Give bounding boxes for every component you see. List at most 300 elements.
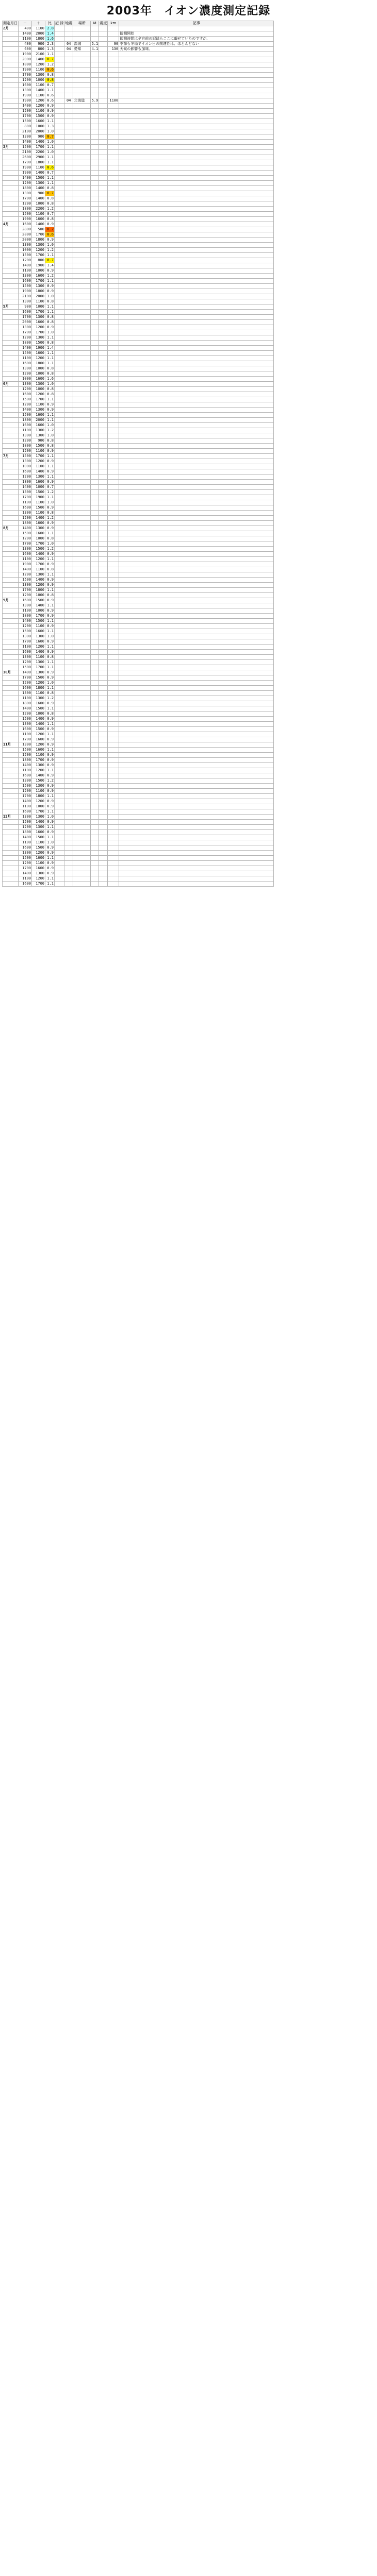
place-cell	[73, 748, 91, 753]
quake-cell	[64, 541, 73, 547]
intensity-cell	[99, 583, 108, 588]
place-cell	[73, 670, 91, 675]
place-cell	[73, 83, 91, 88]
plus-cell: 1700	[32, 310, 45, 315]
minus-cell: 1800	[19, 207, 32, 212]
date-cell	[3, 413, 19, 418]
minus-cell: 1200	[19, 660, 32, 665]
minus-cell: 1400	[19, 871, 32, 876]
place-cell	[73, 438, 91, 444]
minus-cell: 1400	[19, 567, 32, 572]
place-cell	[73, 742, 91, 748]
note-cell	[119, 171, 274, 176]
plus-cell: 1300	[32, 284, 45, 289]
quake-cell	[64, 748, 73, 753]
plus-cell: 1200	[32, 248, 45, 253]
record-cell	[55, 856, 64, 861]
record-cell	[55, 603, 64, 608]
quake-cell	[64, 253, 73, 258]
distance-cell	[108, 495, 119, 500]
quake-cell: 04	[64, 47, 73, 52]
record-cell	[55, 26, 64, 31]
minus-cell: 2100	[19, 129, 32, 134]
record-cell	[55, 732, 64, 737]
note-cell	[119, 809, 274, 815]
record-cell	[55, 681, 64, 686]
distance-cell	[108, 160, 119, 165]
table-row	[3, 485, 274, 490]
minus-cell: 1100	[19, 732, 32, 737]
record-cell	[55, 191, 64, 196]
plus-cell: 2900	[32, 155, 45, 160]
note-cell	[119, 263, 274, 268]
place-cell	[73, 778, 91, 784]
quake-cell	[64, 778, 73, 784]
quake-cell	[64, 505, 73, 511]
record-cell	[55, 418, 64, 423]
note-cell	[119, 238, 274, 243]
distance-cell	[108, 789, 119, 794]
place-cell	[73, 181, 91, 186]
ratio-cell: 0.9	[45, 670, 55, 675]
distance-cell	[108, 820, 119, 825]
record-cell	[55, 119, 64, 124]
plus-cell: 1500	[32, 341, 45, 346]
record-cell	[55, 124, 64, 129]
magnitude-cell	[91, 418, 99, 423]
table-row	[3, 583, 274, 588]
table-row	[3, 392, 274, 397]
ratio-cell: 0.8	[45, 201, 55, 207]
note-cell	[119, 634, 274, 639]
intensity-cell	[99, 304, 108, 310]
note-cell	[119, 217, 274, 222]
note-cell	[119, 691, 274, 696]
plus-cell: 1200	[32, 583, 45, 588]
magnitude-cell	[91, 557, 99, 562]
table-row	[3, 541, 274, 547]
minus-cell: 1200	[19, 335, 32, 341]
plus-cell: 1200	[32, 356, 45, 361]
ratio-cell: 0.7	[45, 134, 55, 140]
ratio-cell: 0.8	[45, 691, 55, 696]
minus-cell: 1200	[19, 711, 32, 717]
table-row	[3, 320, 274, 325]
minus-cell: 1800	[19, 521, 32, 526]
date-cell	[3, 119, 19, 124]
place-cell	[73, 825, 91, 830]
intensity-cell	[99, 150, 108, 155]
minus-cell: 1600	[19, 310, 32, 315]
plus-cell: 1200	[32, 851, 45, 856]
minus-cell: 1900	[19, 52, 32, 57]
table-row	[3, 495, 274, 500]
magnitude-cell	[91, 423, 99, 428]
note-cell	[119, 655, 274, 660]
date-cell	[3, 593, 19, 598]
minus-cell: 2000	[19, 57, 32, 62]
distance-cell	[108, 433, 119, 438]
plus-cell: 1600	[32, 531, 45, 536]
place-cell	[73, 794, 91, 799]
distance-cell	[108, 150, 119, 155]
place-cell	[73, 93, 91, 98]
magnitude-cell	[91, 583, 99, 588]
intensity-cell	[99, 418, 108, 423]
quake-cell	[64, 155, 73, 160]
intensity-cell	[99, 315, 108, 320]
quake-cell	[64, 572, 73, 578]
minus-cell: 1200	[19, 572, 32, 578]
distance-cell	[108, 799, 119, 804]
intensity-cell	[99, 413, 108, 418]
minus-cell: 1400	[19, 31, 32, 37]
table-row	[3, 433, 274, 438]
record-cell	[55, 98, 64, 104]
note-cell	[119, 274, 274, 279]
plus-cell: 1600	[32, 217, 45, 222]
note-cell	[119, 825, 274, 830]
quake-cell	[64, 351, 73, 356]
quake-cell	[64, 114, 73, 119]
plus-cell: 1200	[32, 392, 45, 397]
record-cell	[55, 675, 64, 681]
intensity-cell	[99, 696, 108, 701]
intensity-cell	[99, 856, 108, 861]
plus-cell: 1300	[32, 634, 45, 639]
magnitude-cell	[91, 825, 99, 830]
distance-cell	[108, 516, 119, 521]
table-row	[3, 773, 274, 778]
record-cell	[55, 861, 64, 866]
minus-cell: 1800	[19, 341, 32, 346]
col-distance: km	[108, 21, 119, 26]
table-row	[3, 748, 274, 753]
table-row	[3, 134, 274, 140]
minus-cell: 2800	[19, 227, 32, 232]
plus-cell: 2200	[32, 207, 45, 212]
plus-cell: 1600	[32, 639, 45, 645]
magnitude-cell	[91, 73, 99, 78]
record-cell	[55, 706, 64, 711]
record-cell	[55, 464, 64, 469]
date-cell	[3, 572, 19, 578]
note-cell	[119, 459, 274, 464]
plus-cell: 900	[32, 191, 45, 196]
ratio-cell: 1.1	[45, 335, 55, 341]
quake-cell	[64, 608, 73, 614]
record-cell	[55, 531, 64, 536]
place-cell	[73, 521, 91, 526]
quake-cell	[64, 645, 73, 650]
date-cell	[3, 681, 19, 686]
table-row	[3, 639, 274, 645]
ratio-cell: 0.9	[45, 650, 55, 655]
minus-cell: 1200	[19, 825, 32, 830]
note-cell	[119, 356, 274, 361]
magnitude-cell	[91, 377, 99, 382]
table-row	[3, 356, 274, 361]
note-cell	[119, 186, 274, 191]
note-cell	[119, 176, 274, 181]
table-row	[3, 536, 274, 541]
record-cell	[55, 258, 64, 263]
minus-cell: 2100	[19, 294, 32, 299]
magnitude-cell	[91, 258, 99, 263]
table-row	[3, 737, 274, 742]
table-row	[3, 835, 274, 840]
distance-cell	[108, 438, 119, 444]
note-cell	[119, 629, 274, 634]
intensity-cell	[99, 274, 108, 279]
place-cell	[73, 78, 91, 83]
record-cell	[55, 356, 64, 361]
quake-cell	[64, 675, 73, 681]
record-cell	[55, 186, 64, 191]
plus-cell: 1800	[32, 238, 45, 243]
minus-cell: 1100	[19, 608, 32, 614]
record-cell	[55, 536, 64, 541]
plus-cell: 1700	[32, 330, 45, 335]
minus-cell: 1900	[19, 217, 32, 222]
table-row	[3, 840, 274, 845]
plus-cell: 1500	[32, 845, 45, 851]
note-cell	[119, 516, 274, 521]
distance-cell	[108, 284, 119, 289]
minus-cell: 1200	[19, 516, 32, 521]
intensity-cell	[99, 366, 108, 371]
minus-cell: 1500	[19, 748, 32, 753]
minus-cell: 1100	[19, 500, 32, 505]
intensity-cell	[99, 428, 108, 433]
minus-cell: 1300	[19, 778, 32, 784]
plus-cell: 1600	[32, 737, 45, 742]
date-cell	[3, 748, 19, 753]
ratio-cell: 1.2	[45, 696, 55, 701]
intensity-cell	[99, 325, 108, 330]
quake-cell	[64, 104, 73, 109]
quake-cell	[64, 201, 73, 207]
ratio-cell: 2.8	[45, 26, 55, 31]
distance-cell	[108, 325, 119, 330]
place-cell	[73, 665, 91, 670]
table-row	[3, 26, 274, 31]
ratio-cell: 0.8	[45, 593, 55, 598]
table-row	[3, 62, 274, 67]
quake-cell	[64, 361, 73, 366]
place-cell	[73, 413, 91, 418]
ratio-cell: 0.9	[45, 737, 55, 742]
intensity-cell	[99, 557, 108, 562]
note-cell	[119, 449, 274, 454]
ratio-cell: 0.8	[45, 567, 55, 572]
date-cell	[3, 253, 19, 258]
plus-cell: 1300	[32, 526, 45, 531]
place-cell	[73, 722, 91, 727]
ratio-cell: 0.9	[45, 222, 55, 227]
quake-cell	[64, 444, 73, 449]
col-notes: 記事	[119, 21, 274, 26]
intensity-cell	[99, 505, 108, 511]
table-row	[3, 459, 274, 464]
intensity-cell	[99, 78, 108, 83]
place-cell	[73, 691, 91, 696]
intensity-cell	[99, 536, 108, 541]
place-cell	[73, 402, 91, 408]
magnitude-cell	[91, 62, 99, 67]
intensity-cell	[99, 464, 108, 469]
quake-cell	[64, 93, 73, 98]
ion-record-table	[2, 21, 274, 887]
place-cell	[73, 464, 91, 469]
table-row	[3, 768, 274, 773]
minus-cell: 1400	[19, 526, 32, 531]
note-cell	[119, 114, 274, 119]
record-cell	[55, 614, 64, 619]
magnitude-cell	[91, 171, 99, 176]
ratio-cell: 1.1	[45, 176, 55, 181]
place-cell	[73, 310, 91, 315]
plus-cell: 1100	[32, 449, 45, 454]
place-cell	[73, 624, 91, 629]
ratio-cell: 0.8	[45, 217, 55, 222]
table-row	[3, 861, 274, 866]
note-cell	[119, 526, 274, 531]
place-cell	[73, 73, 91, 78]
date-cell	[3, 310, 19, 315]
quake-cell	[64, 820, 73, 825]
intensity-cell	[99, 608, 108, 614]
note-cell	[119, 88, 274, 93]
magnitude-cell	[91, 304, 99, 310]
place-cell	[73, 650, 91, 655]
note-cell	[119, 861, 274, 866]
magnitude-cell	[91, 861, 99, 866]
date-cell	[3, 495, 19, 500]
plus-cell: 2000	[32, 31, 45, 37]
intensity-cell	[99, 670, 108, 675]
table-row	[3, 207, 274, 212]
magnitude-cell	[91, 675, 99, 681]
ratio-cell: 1.0	[45, 382, 55, 387]
note-cell	[119, 438, 274, 444]
minus-cell: 1300	[19, 655, 32, 660]
distance-cell	[108, 557, 119, 562]
date-cell	[3, 289, 19, 294]
record-cell	[55, 114, 64, 119]
intensity-cell	[99, 114, 108, 119]
record-cell	[55, 196, 64, 201]
intensity-cell	[99, 567, 108, 572]
distance-cell	[108, 31, 119, 37]
date-cell	[3, 181, 19, 186]
ratio-cell: 1.1	[45, 825, 55, 830]
note-cell	[119, 444, 274, 449]
magnitude-cell: 4.1	[91, 47, 99, 51]
distance-cell	[108, 217, 119, 222]
distance-cell	[108, 387, 119, 392]
date-cell	[3, 608, 19, 614]
place-cell	[73, 341, 91, 346]
minus-cell: 1200	[19, 861, 32, 866]
note-cell	[119, 227, 274, 232]
plus-cell: 1700	[32, 882, 45, 887]
table-row	[3, 284, 274, 289]
note-cell	[119, 753, 274, 758]
distance-cell	[108, 73, 119, 78]
plus-cell: 1300	[32, 815, 45, 820]
date-cell	[3, 634, 19, 639]
distance-cell	[108, 670, 119, 675]
table-row	[3, 531, 274, 536]
record-cell	[55, 768, 64, 773]
note-cell	[119, 480, 274, 485]
plus-cell: 1600	[32, 320, 45, 325]
record-cell	[55, 37, 64, 42]
quake-cell	[64, 763, 73, 768]
plus-cell: 1300	[32, 871, 45, 876]
place-cell	[73, 768, 91, 773]
record-cell	[55, 351, 64, 356]
quake-cell	[64, 474, 73, 480]
minus-cell: 1300	[19, 134, 32, 140]
table-row	[3, 830, 274, 835]
record-cell	[55, 799, 64, 804]
ratio-cell: 0.9	[45, 639, 55, 645]
distance-cell	[108, 547, 119, 552]
distance-cell	[108, 521, 119, 526]
table-row	[3, 490, 274, 495]
distance-cell	[108, 361, 119, 366]
record-cell	[55, 304, 64, 310]
distance-cell	[108, 531, 119, 536]
intensity-cell	[99, 845, 108, 851]
note-cell	[119, 232, 274, 238]
note-cell	[119, 490, 274, 495]
distance-cell	[108, 593, 119, 598]
note-cell	[119, 320, 274, 325]
magnitude-cell	[91, 325, 99, 330]
note-cell	[119, 222, 274, 227]
magnitude-cell	[91, 341, 99, 346]
note-cell	[119, 387, 274, 392]
note-cell	[119, 882, 274, 887]
minus-cell: 1100	[19, 840, 32, 845]
place-cell	[73, 212, 91, 217]
magnitude-cell	[91, 299, 99, 304]
place-cell	[73, 449, 91, 454]
record-sheet	[2, 21, 274, 887]
place-cell	[73, 382, 91, 387]
ratio-cell: 0.9	[45, 763, 55, 768]
distance-cell	[108, 629, 119, 634]
ratio-cell: 1.4	[45, 31, 55, 37]
plus-cell: 1100	[32, 165, 45, 171]
distance-cell	[108, 742, 119, 748]
intensity-cell	[99, 382, 108, 387]
note-cell	[119, 304, 274, 310]
plus-cell: 1900	[32, 346, 45, 351]
intensity-cell	[99, 67, 108, 73]
note-cell	[119, 758, 274, 763]
date-cell	[3, 186, 19, 191]
quake-cell	[64, 629, 73, 634]
plus-cell: 1900	[32, 495, 45, 500]
note-cell	[119, 650, 274, 655]
place-cell	[73, 511, 91, 516]
distance-cell	[108, 871, 119, 876]
magnitude-cell	[91, 500, 99, 505]
